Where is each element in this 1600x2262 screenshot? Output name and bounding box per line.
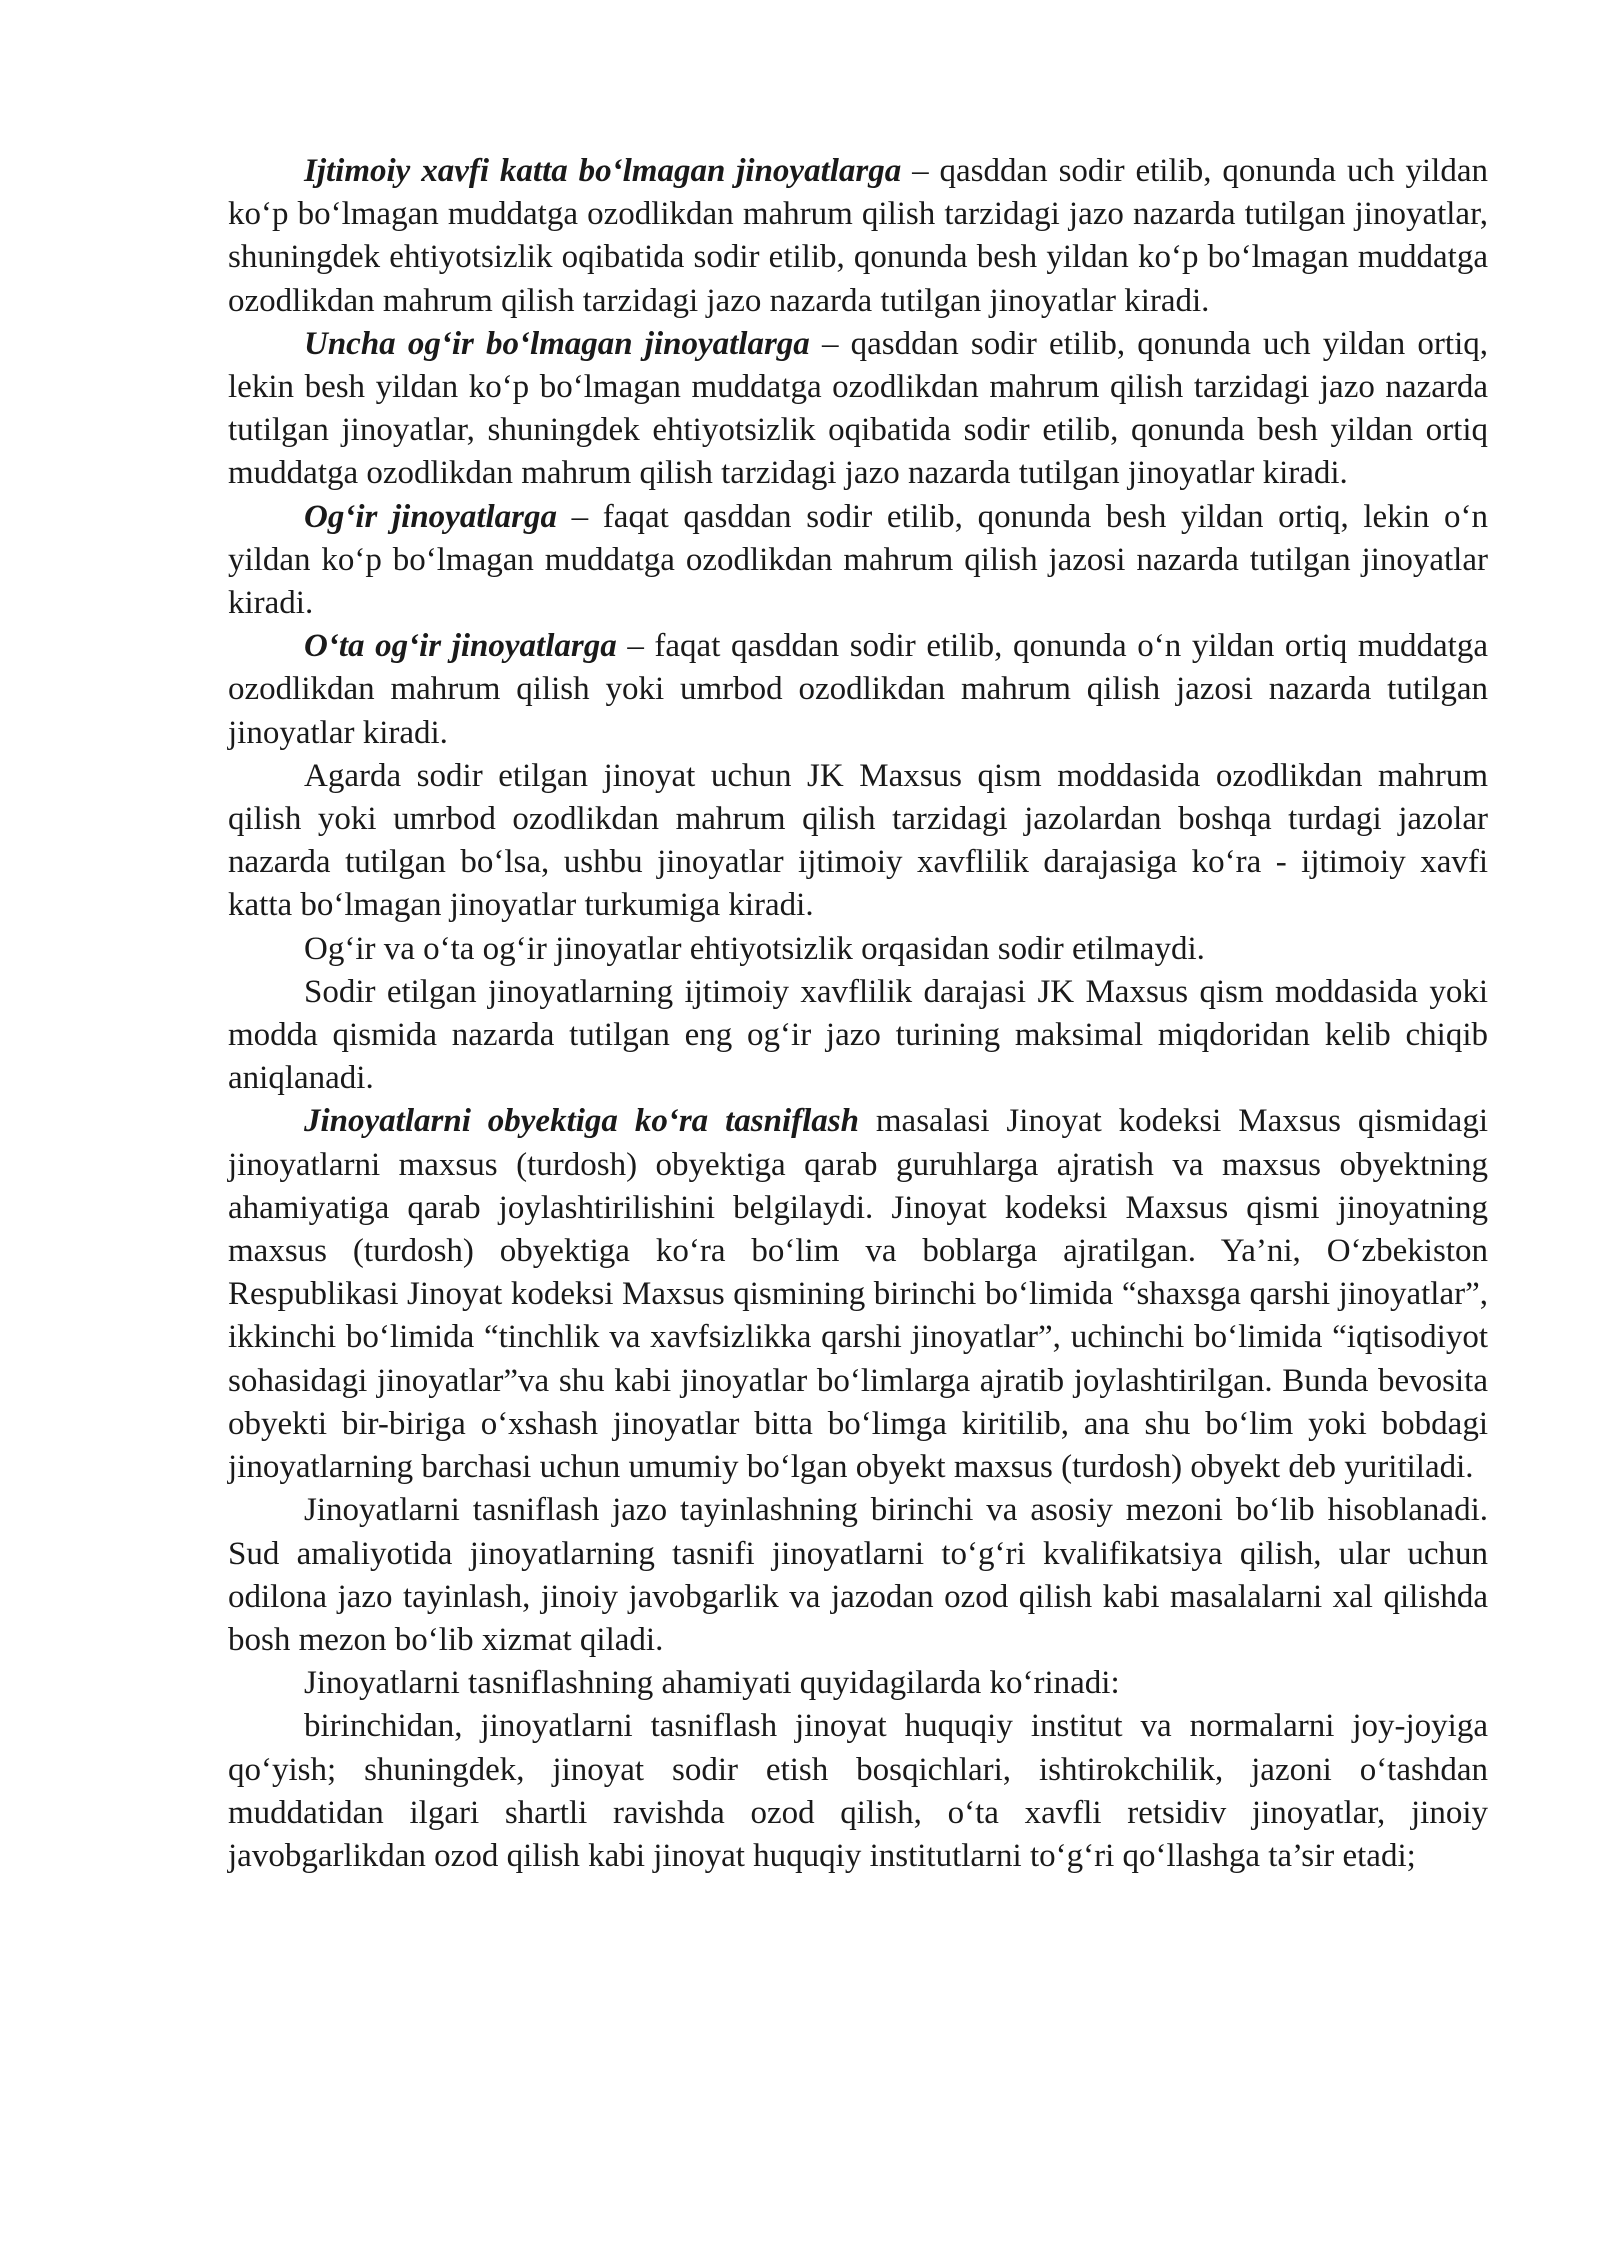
paragraph-object-classification	[228, 1100, 1488, 1489]
paragraph-term: Oʻta ogʻir jinoyatlarga	[304, 628, 617, 665]
document-body	[228, 150, 1488, 1878]
paragraph-text: Agarda sodir etilgan jinoyat uchun JK Maxsus qism moddasida ozodlikdan mahrum qilish yoki umrbod ozodlikdan mahrum qilish tarzidagi jazolardan boshqa turdagi jazolar nazarda tutilgan boʻlsa, ushbu jinoyatlar ijtimoiy xavflilik darajasiga koʻra - ijtimoiy xavfi katta boʻlmagan jinoyatlar turkumiga kiradi.	[228, 757, 1488, 924]
paragraph-first-point	[228, 1705, 1488, 1878]
paragraph-other-punishments	[228, 755, 1488, 928]
paragraph-text: Ogʻir va oʻta ogʻir jinoyatlar ehtiyotsizlik orqasidan sodir etilmaydi.	[304, 930, 1205, 967]
paragraph-term: Uncha ogʻir boʻlmagan jinoyatlarga	[304, 325, 810, 362]
paragraph-text: – qasddan sodir etilib, qonunda uch yildan koʻp boʻlmagan muddatga ozodlikdan mahrum qilish tarzidagi jazo nazarda tutilgan jinoyatlar, shuningdek ehtiyotsizlik oqibatida sodir etilib, qonunda besh yildan koʻp boʻlmagan muddatga ozodlikdan mahrum qilish tarzidagi jazo nazarda tutilgan jinoyatlar kiradi.	[228, 153, 1488, 319]
paragraph-text: masalasi Jinoyat kodeksi Maxsus qismidagi jinoyatlarni maxsus (turdosh) obyektiga qarab guruhlarga ajratish va maxsus obyektning ahamiyatiga qarab joylashtirilishini belgilaydi. Jinoyat kodeksi Maxsus qismi jinoyatning maxsus (turdosh) obyektiga koʻra boʻlim va boblarga ajratilgan. Ya’ni, Oʻzbekiston Respublikasi Jinoyat kodeksi Maxsus qismining birinchi boʻlimida “shaxsga qarshi jinoyatlar”, ikkinchi boʻlimida “tinchlik va xavfsizlikka qarshi jinoyatlar”, uchinchi boʻlimida “iqtisodiyot sohasidagi jinoyatlar”va shu kabi jinoyatlar boʻlimlarga ajratib joylashtirilgan. Bunda bevosita obyekti bir-biriga oʻxshash jinoyatlar bitta boʻlimga kiritilib, ana shu boʻlim yoki bobdagi jinoyatlarning barchasi uchun umumiy boʻlgan obyekt maxsus (turdosh) obyekt deb yuritiladi.	[228, 1103, 1489, 1486]
paragraph-term: Ijtimoiy xavfi katta boʻlmagan jinoyatlarga	[304, 153, 902, 189]
paragraph-text: – qasddan sodir etilib, qonunda uch yildan ortiq, lekin besh yildan koʻp boʻlmagan muddatga ozodlikdan mahrum qilish tarzidagi jazo nazarda tutilgan jinoyatlar, shuningdek ehtiyotsizlik oqibatida sodir etilib, qonunda besh yildan ortiq muddatga ozodlikdan mahrum qilish tarzidagi jazo nazarda tutilgan jinoyatlar kiradi.	[228, 325, 1488, 492]
paragraph-text: Jinoyatlarni tasniflashning ahamiyati quyidagilarda koʻrinadi:	[304, 1665, 1120, 1702]
paragraph-serious-crimes	[228, 496, 1488, 626]
paragraph-importance-intro	[228, 1662, 1488, 1705]
paragraph-text: – faqat qasddan sodir etilib, qonunda besh yildan ortiq, lekin oʻn yildan koʻp boʻlmagan muddatga ozodlikdan mahrum qilish jazosi nazarda tutilgan jinoyatlar kiradi.	[228, 498, 1488, 622]
paragraph-text: Jinoyatlarni tasniflash jazo tayinlashning birinchi va asosiy mezoni boʻlib hisoblanadi. Sud amaliyotida jinoyatlarning tasnifi jinoyatlarni toʻgʻri kvalifikatsiya qilish, ular uchun odilona jazo tayinlash, jinoiy javobgarlik va jazodan ozod qilish kabi masalalarni xal qilishda bosh mezon boʻlib xizmat qiladi.	[228, 1492, 1488, 1658]
paragraph-classification-criterion	[228, 1489, 1488, 1662]
paragraph-negligence-note	[228, 928, 1488, 971]
paragraph-term: Jinoyatlarni obyektiga koʻra tasniflash	[304, 1103, 859, 1140]
paragraph-especially-serious-crimes	[228, 625, 1488, 755]
paragraph-less-serious-crimes	[228, 323, 1488, 496]
paragraph-minor-crimes	[228, 150, 1488, 323]
paragraph-text: – faqat qasddan sodir etilib, qonunda oʻn yildan ortiq muddatga ozodlikdan mahrum qilish yoki umrbod ozodlikdan mahrum qilish jazosi nazarda tutilgan jinoyatlar kiradi.	[228, 628, 1488, 751]
paragraph-danger-degree	[228, 971, 1488, 1101]
paragraph-text: Sodir etilgan jinoyatlarning ijtimoiy xavflilik darajasi JK Maxsus qism moddasida yoki modda qismida nazarda tutilgan eng ogʻir jazo turining maksimal miqdoridan kelib chiqib aniqlanadi.	[228, 973, 1488, 1097]
paragraph-text: birinchidan, jinoyatlarni tasniflash jinoyat huquqiy institut va normalarni joy-joyiga qoʻyish; shuningdek, jinoyat sodir etish bosqichlari, ishtirokchilik, jazoni oʻtashdan muddatidan ilgari shartli ravishda ozod qilish, oʻta xavfli retsidiv jinoyatlar, jinoiy javobgarlikdan ozod qilish kabi jinoyat huquqiy institutlarni toʻgʻri qoʻllashga ta’sir etadi;	[228, 1708, 1488, 1874]
paragraph-term: Ogʻir jinoyatlarga	[304, 498, 557, 535]
